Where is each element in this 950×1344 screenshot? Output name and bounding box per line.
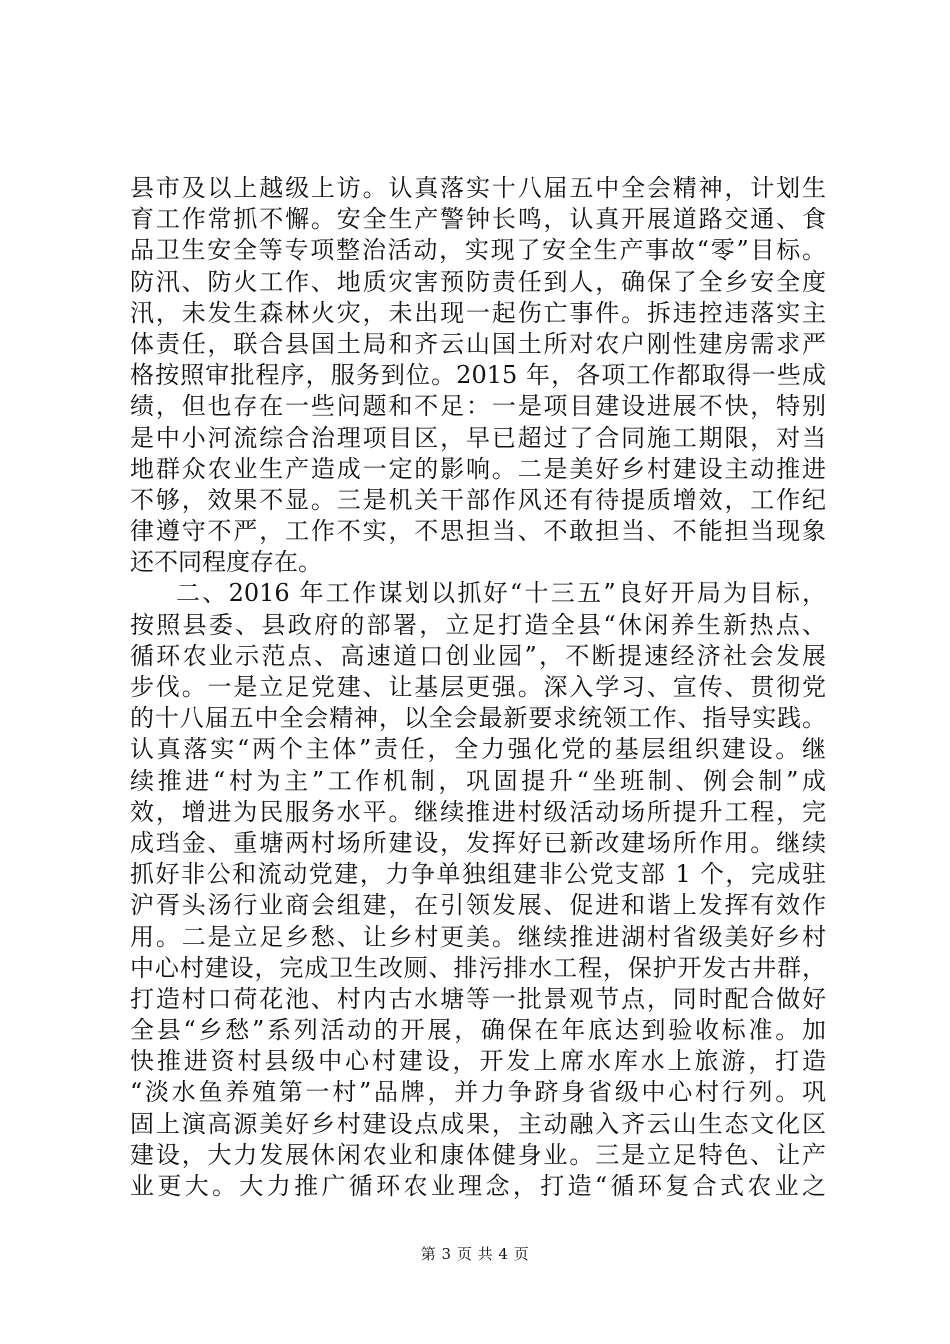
text-line: 还不同程度存在。 [130,548,322,577]
text-line: 县市及以上越级上访。认真落实十八届五中全会精神，计划生 [130,174,826,202]
text-line: 效，增进为民服务水平。继续推进村级活动场所提升工程，完 [130,797,826,826]
text-line: 循环农业示范点、高速道口创业园”，不断提速经济社会发展 [130,641,826,670]
text-line: 中心村建设，完成卫生改厕、排污排水工程，保护开发古井群， [130,953,826,982]
paragraph-first-line: 二、2016 年工作谋划以抓好“十三五”良好开局为目标， [176,579,826,608]
text-line: 固上演高源美好乡村建设点成果，主动融入齐云山生态文化区 [130,1109,826,1138]
text-line: 抓好非公和流动党建，力争单独组建非公党支部 1 个，完成驻 [130,860,826,889]
body-text [130,173,826,1202]
text-line: 不够，效果不显。三是机关干部作风还有待提质增效，工作纪 [130,485,826,514]
text-line: 地群众农业生产造成一定的影响。二是美好乡村建设主动推进 [130,454,826,483]
text-line: 格按照审批程序，服务到位。2015 年，各项工作都取得一些成 [130,361,826,390]
text-line: 认真落实“两个主体”责任，全力强化党的基层组织建设。继 [130,735,826,764]
text-line: 快推进资村县级中心村建设，开发上席水库水上旅游，打造 [130,1047,826,1076]
text-line: 绩，但也存在一些问题和不足：一是项目建设进展不快，特别 [130,392,826,421]
text-line: 品卫生安全等专项整治活动，实现了安全生产事故“零”目标。 [130,236,826,265]
text-line: 汛，未发生森林火灾，未出现一起伤亡事件。拆违控违落实主 [130,298,826,327]
text-line: 步伐。一是立足党建、让基层更强。深入学习、宣传、贯彻党 [130,673,826,701]
text-line: 按照县委、县政府的部署，立足打造全县“休闲养生新热点、 [130,610,826,639]
text-line: 沪胥头汤行业商会组建，在引领发展、促进和谐上发挥有效作 [130,891,826,920]
text-line: 的十八届五中全会精神，以全会最新要求统领工作、指导实践。 [130,704,826,733]
text-line: 防汛、防火工作、地质灾害预防责任到人，确保了全乡安全度 [130,267,826,296]
text-line: 全县“乡愁”系列活动的开展，确保在年底达到验收标准。加 [130,1016,826,1045]
text-line: “淡水鱼养殖第一村”品牌，并力争跻身省级中心村行列。巩 [130,1078,826,1107]
page-number-footer: 第 3 页 共 4 页 [420,1245,530,1263]
text-line: 用。二是立足乡愁、让乡村更美。继续推进湖村省级美好乡村 [130,922,826,951]
text-line: 建设，大力发展休闲农业和康体健身业。三是立足特色、让产 [130,1140,826,1169]
text-line: 续推进“村为主”工作机制，巩固提升“坐班制、例会制”成 [130,766,826,795]
text-line: 育工作常抓不懈。安全生产警钟长鸣，认真开展道路交通、食 [130,205,826,234]
text-line: 律遵守不严，工作不实，不思担当、不敢担当、不能担当现象 [130,517,826,546]
text-line: 成珰金、重塘两村场所建设，发挥好已新改建场所作用。继续 [130,828,826,857]
text-line: 打造村口荷花池、村内古水塘等一批景观节点，同时配合做好 [130,984,826,1013]
text-line: 体责任，联合县国土局和齐云山国土所对农户刚性建房需求严 [130,329,826,358]
text-line: 业更大。大力推广循环农业理念，打造“循环复合式农业之 [130,1172,826,1200]
text-line: 是中小河流综合治理项目区，早已超过了合同施工期限，对当 [130,423,826,452]
